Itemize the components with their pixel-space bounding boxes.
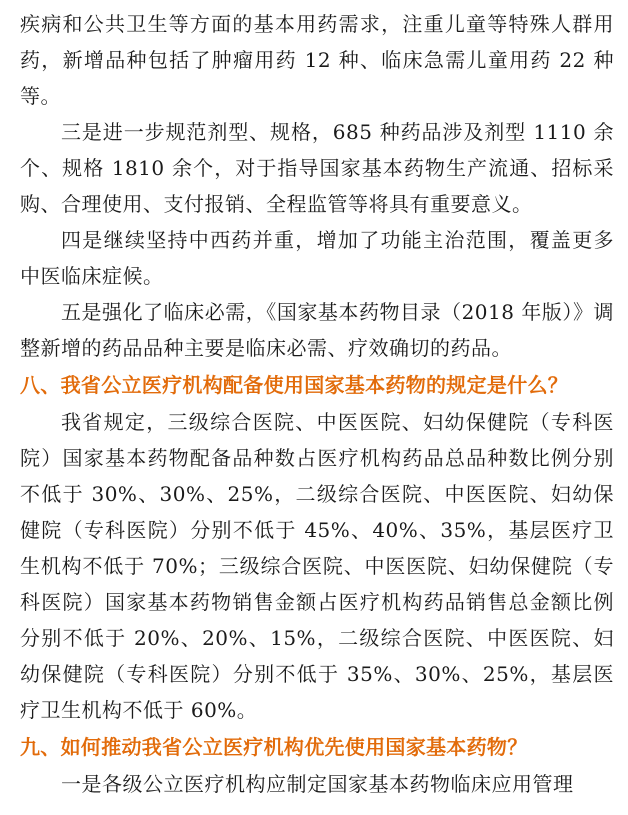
paragraph-provincial-rules: 我省规定，三级综合医院、中医医院、妇幼保健院（专科医院）国家基本药物配备品种数占医疗机构药品总品种数比例分别不低于 30%、30%、25%，二级综合医院、中医医院、妇幼保健院（专科医院）分别不低于 45%、40%、35%，基层医疗卫生机构不低于 70%；三级综合医院、中医医院、妇幼保健院（专科医院）国家基本药物销售金额占医疗机构药品销售总金额比例分别不低于 20%、20%、15%，二级综合医院、中医医院、妇幼保健院（专科医院）分别不低于 35%、30%、25%，基层医疗卫生机构不低于 60%。 [20, 410, 614, 722]
section-heading-9: 九、如何推动我省公立医疗机构优先使用国家基本药物？ [20, 735, 528, 759]
paragraph-dosage-forms: 三是进一步规范剂型、规格，685 种药品涉及剂型 1110 余个、规格 1810 余个，对于指导国家基本药物生产流通、招标采购、合理使用、支付报销、全程监管等将具有重要意义。 [20, 120, 614, 216]
paragraph-priority-use: 一是各级公立医疗机构应制定国家基本药物临床应用管理 [61, 772, 574, 796]
paragraph-clinical-need: 五是强化了临床必需，《国家基本药物目录（2018 年版）》调整新增的药品品种主要是临床必需、疗效确切的药品。 [20, 300, 614, 360]
paragraph-tcm: 四是继续坚持中西药并重，增加了功能主治范围，覆盖更多中医临床症候。 [20, 228, 614, 288]
paragraph-continuation: 疾病和公共卫生等方面的基本用药需求，注重儿童等特殊人群用药，新增品种包括了肿瘤用药 12 种、临床急需儿童用药 22 种等。 [20, 12, 614, 108]
section-heading-8: 八、我省公立医疗机构配备使用国家基本药物的规定是什么？ [20, 373, 569, 397]
